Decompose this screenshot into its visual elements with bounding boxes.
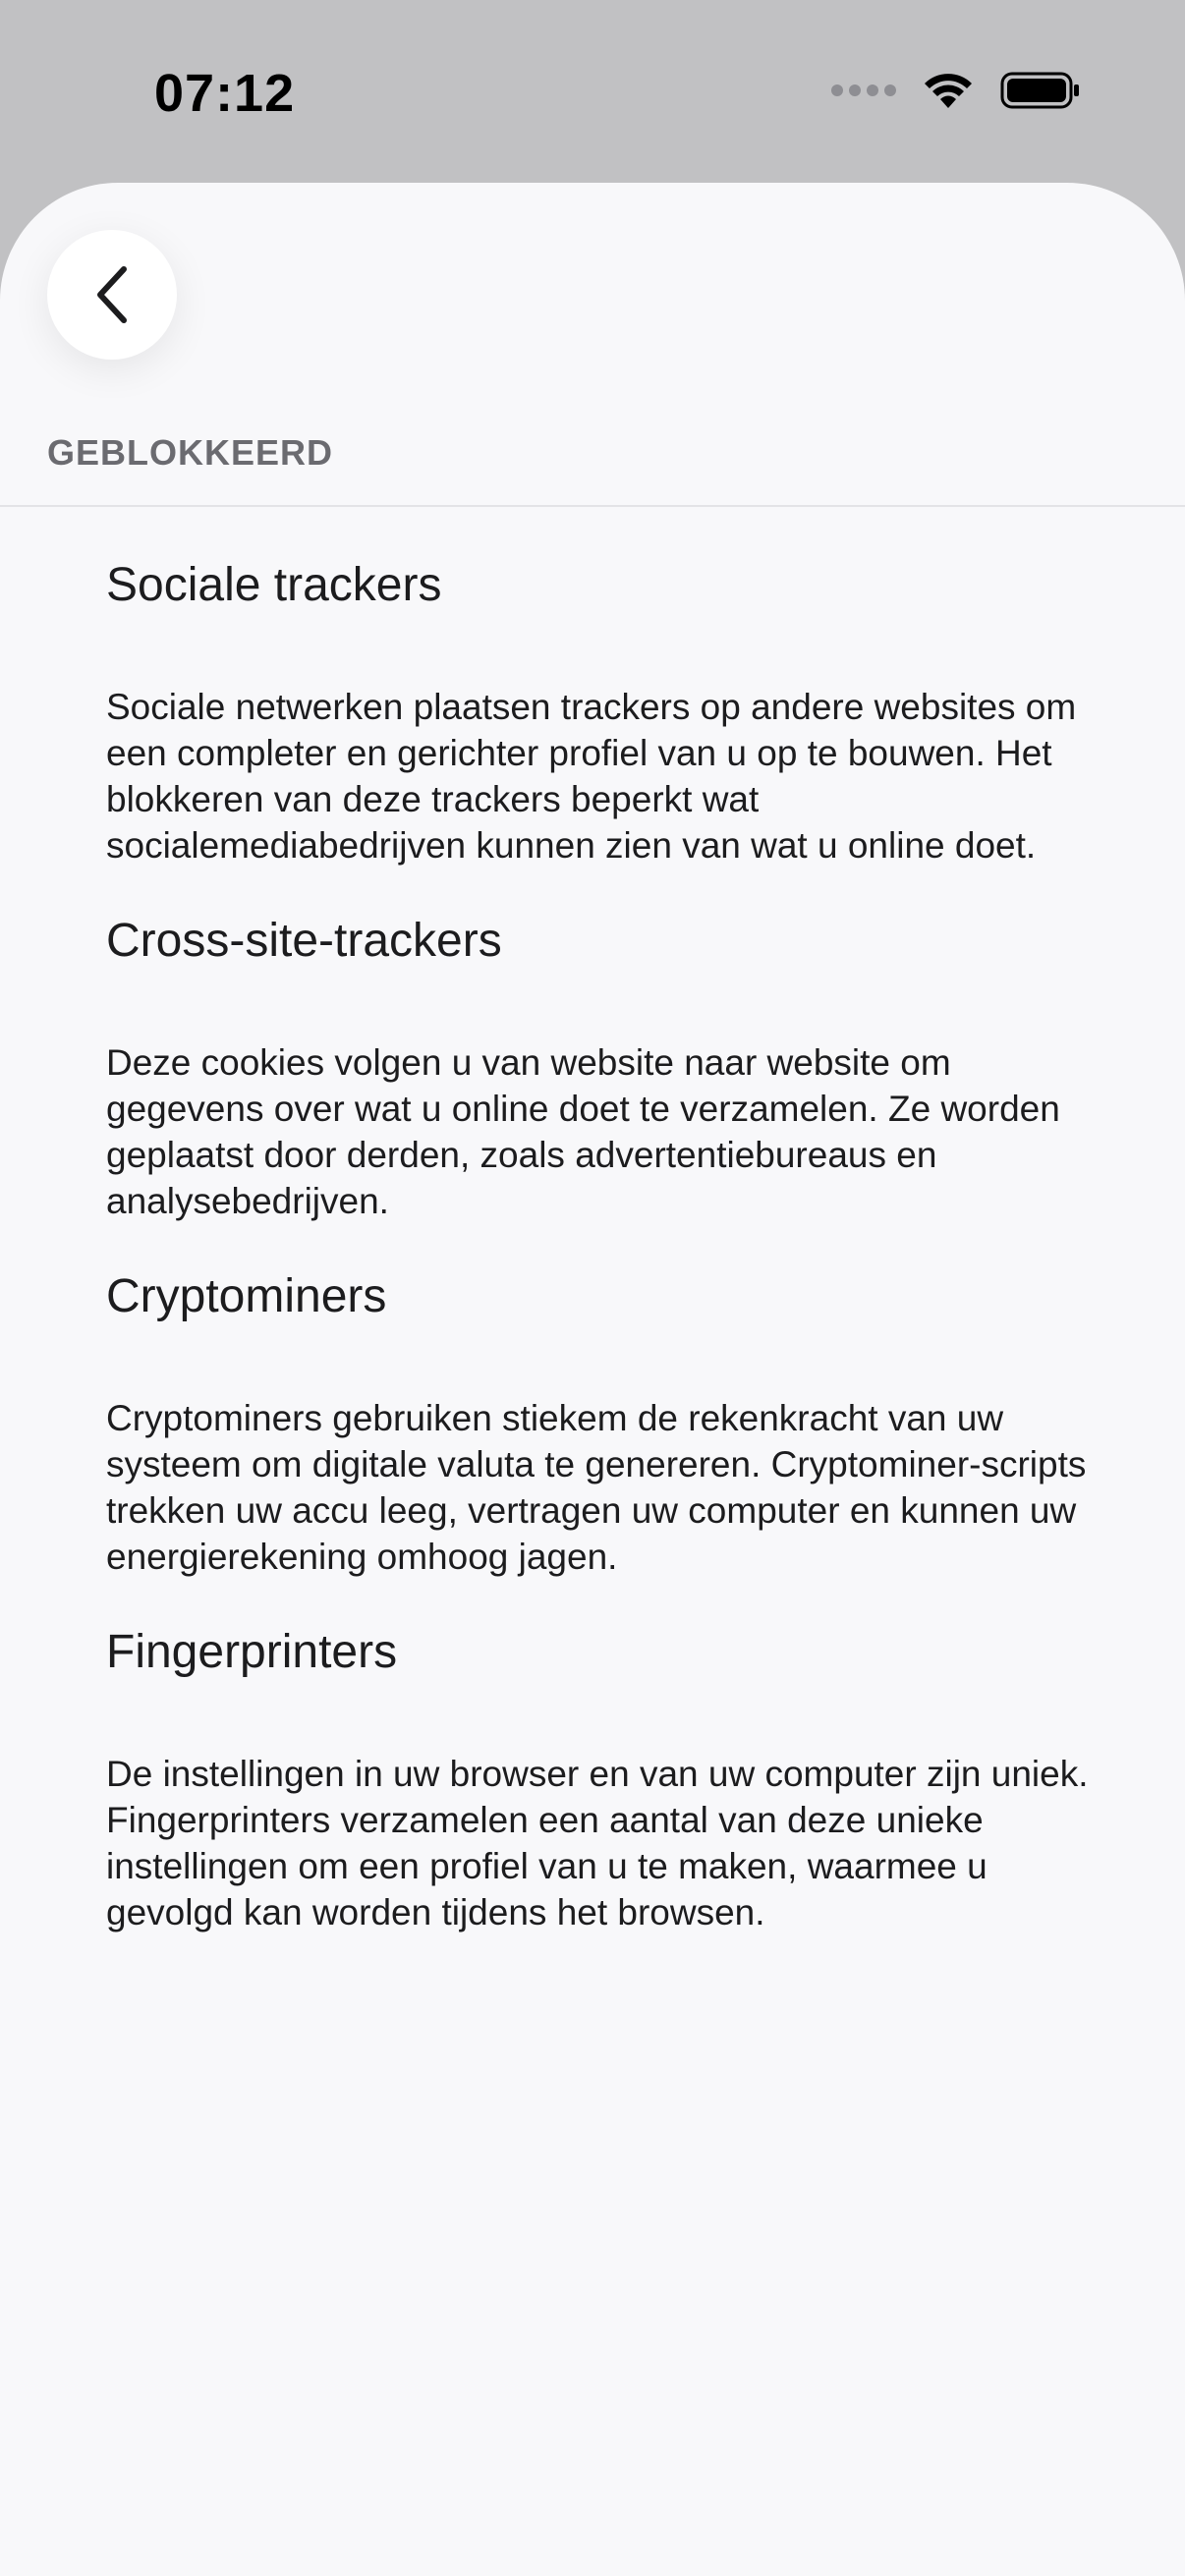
entry-title: Fingerprinters [106, 1626, 398, 1678]
tracker-entry-cross-site [106, 912, 1089, 1224]
status-bar [0, 0, 1185, 187]
wifi-icon [922, 71, 975, 110]
entry-title: Cross-site-trackers [106, 915, 502, 967]
back-button[interactable] [47, 230, 177, 360]
entry-description: Deze cookies volgen u van website naar website om gegevens over wat u online doet te verzamelen. Ze worden geplaatst door derden, zoals advertentiebureaus en analysebedrijven. [106, 1042, 1060, 1221]
tracker-entry-cryptominers [106, 1267, 1089, 1580]
section-header: GEBLOKKEERD [47, 432, 334, 473]
chevron-left-icon [90, 263, 134, 326]
tracker-entry-social [106, 556, 1089, 868]
divider [0, 505, 1185, 507]
cellular-dots-icon [831, 84, 896, 96]
tracker-list [106, 556, 1089, 1979]
battery-icon [1000, 71, 1081, 110]
status-time: 07:12 [154, 64, 296, 123]
entry-description: Sociale netwerken plaatsen trackers op andere websites om een completer en gerichter profiel van u op te bouwen. Het blokkeren van deze trackers beperkt wat socialemediabedrijven kunnen zien van wat u online doet. [106, 687, 1077, 866]
entry-title: Sociale trackers [106, 559, 442, 611]
tracker-entry-fingerprinters [106, 1623, 1089, 1935]
tracker-info-sheet [0, 183, 1185, 2576]
status-icons [831, 71, 1081, 110]
entry-description: Cryptominers gebruiken stiekem de rekenkracht van uw systeem om digitale valuta te genereren. Cryptominer-scripts trekken uw accu leeg, vertragen uw computer en kunnen uw energierekening omhoog jagen. [106, 1398, 1087, 1577]
entry-description: De instellingen in uw browser en van uw computer zijn uniek. Fingerprinters verzamelen een aantal van deze unieke instellingen om een profiel van u te maken, waarmee u gevolgd kan worden tijdens het browsen. [106, 1754, 1089, 1932]
entry-title: Cryptominers [106, 1270, 387, 1322]
